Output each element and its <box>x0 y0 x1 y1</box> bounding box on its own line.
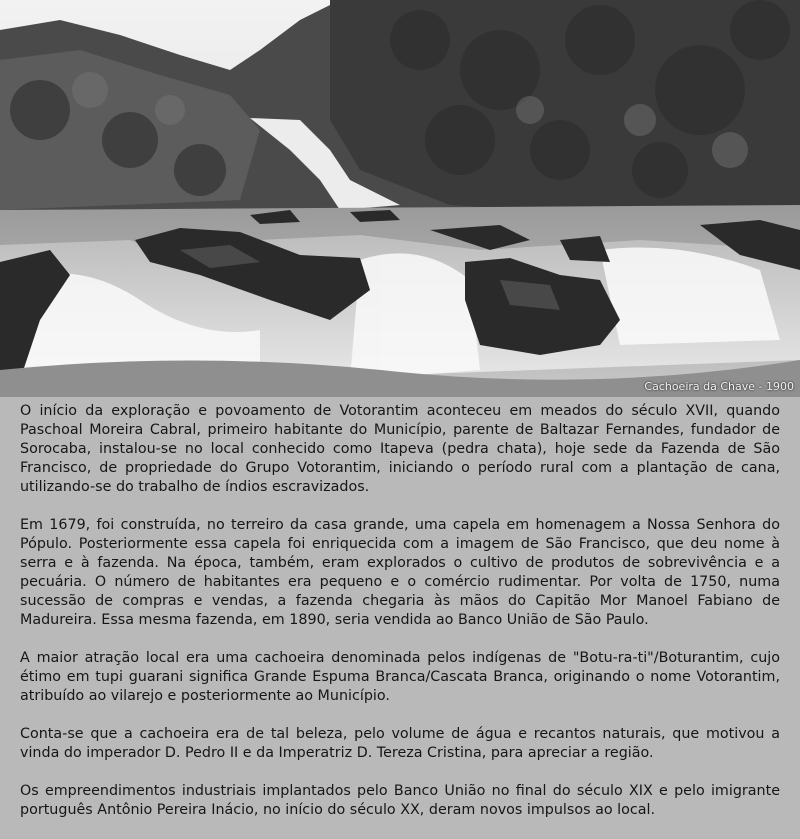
waterfall-photo <box>0 0 800 397</box>
photo-caption: Cachoeira da Chave - 1900 <box>644 380 794 393</box>
paragraph-industry: Os empreendimentos industriais implantados pelo Banco União no final do século XIX e pelo imigrante português Antônio Pereira Inácio, no início do século XX, deram novos impulsos ao local. <box>20 783 780 818</box>
paragraph-chapel: Em 1679, foi construída, no terreiro da casa grande, uma capela em homenagem a Nossa Senhora do Pópulo. Posteriormente essa capela foi enriquecida com a imagem de São Francisco, que deu nome à serra e à fazenda. Na época, também, eram explorados o cultivo de produtos de sobrevivência e a pecuária. O número de habitantes era pequeno e o comércio rudimentar. Por volta de 1750, numa sucessão de compras e vendas, a fazenda chegaria às mãos do Capitão Mor Manoel Fabiano de Madureira. Essa mesma fazenda, em 1890, seria vendida ao Banco União de São Paulo. <box>20 517 780 628</box>
article-body <box>20 402 780 839</box>
waterfall-illustration <box>0 0 800 397</box>
paragraph-history-start: O início da exploração e povoamento de Votorantim aconteceu em meados do século XVII, quando Paschoal Moreira Cabral, primeiro habitante do Município, parente de Baltazar Fernandes, fundador de Sorocaba, instalou-se no local conhecido como Itapeva (pedra chata), hoje sede da Fazenda de São Francisco, de propriedade do Grupo Votorantim, iniciando o período rural com a plantação de cana, utilizando-se do trabalho de índios escravizados. <box>20 403 780 495</box>
paragraph-emperor-visit: Conta-se que a cachoeira era de tal beleza, pelo volume de água e recantos naturais, que motivou a vinda do imperador D. Pedro II e da Imperatriz D. Tereza Cristina, para apreciar a região. <box>20 726 780 761</box>
paragraph-waterfall-name: A maior atração local era uma cachoeira denominada pelos indígenas de "Botu-ra-ti"/Boturantim, cujo étimo em tupi guarani significa Grande Espuma Branca/Cascata Branca, originando o nome Votorantim, atribuído ao vilarejo e posteriormente ao Município. <box>20 650 780 704</box>
